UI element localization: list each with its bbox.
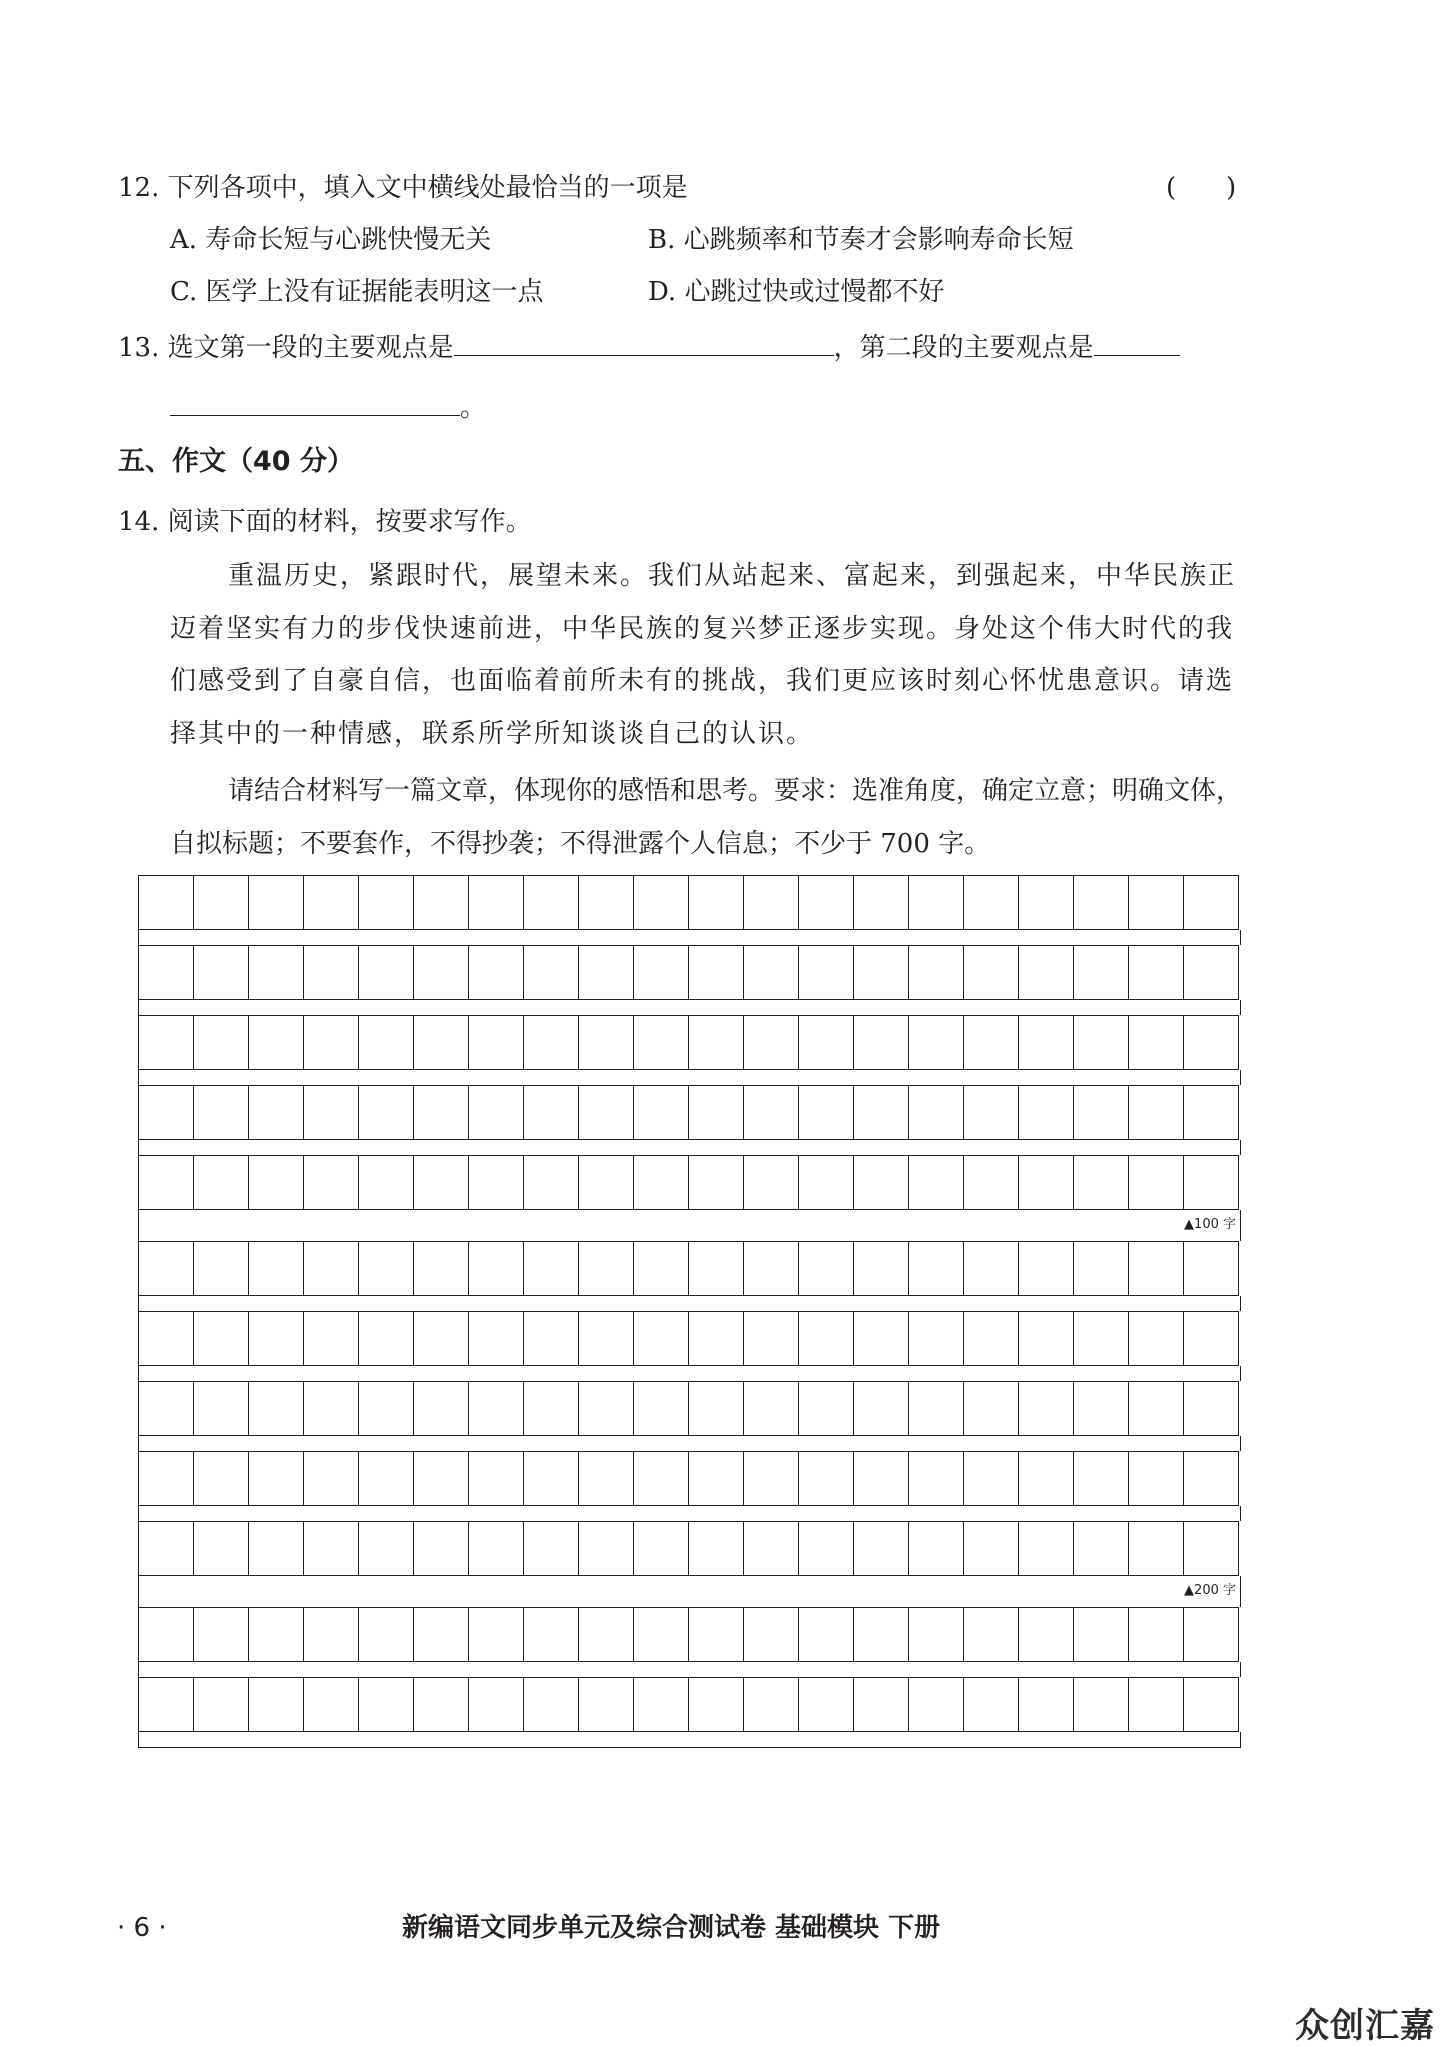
grid-cell[interactable] — [744, 1155, 799, 1210]
grid-cell[interactable] — [414, 1015, 469, 1070]
grid-cell[interactable] — [249, 875, 304, 930]
grid-cell[interactable] — [414, 945, 469, 1000]
grid-cell[interactable] — [139, 875, 194, 930]
grid-cell[interactable] — [964, 945, 1019, 1000]
grid-cell[interactable] — [524, 1677, 579, 1732]
grid-cell[interactable] — [634, 1521, 689, 1576]
grid-cell[interactable] — [469, 1521, 524, 1576]
grid-cell[interactable] — [1184, 1677, 1239, 1732]
grid-cell[interactable] — [359, 1677, 414, 1732]
grid-cell[interactable] — [854, 1451, 909, 1506]
grid-cell[interactable] — [579, 1451, 634, 1506]
grid-cell[interactable] — [414, 1521, 469, 1576]
grid-cell[interactable] — [1074, 1607, 1129, 1662]
grid-cell[interactable] — [1184, 1015, 1239, 1070]
grid-cell[interactable] — [469, 1381, 524, 1436]
answer-bracket: ( ) — [1166, 173, 1237, 203]
grid-cell[interactable] — [1074, 1241, 1129, 1296]
grid-cell[interactable] — [909, 945, 964, 1000]
grid-cell[interactable] — [799, 1451, 854, 1506]
grid-cell[interactable] — [1019, 875, 1074, 930]
grid-cell[interactable] — [634, 1451, 689, 1506]
grid-cell[interactable] — [1074, 1085, 1129, 1140]
grid-cell[interactable] — [304, 1155, 359, 1210]
grid-cell[interactable] — [1184, 1155, 1239, 1210]
grid-cell[interactable] — [744, 1607, 799, 1662]
grid-cell[interactable] — [1074, 1521, 1129, 1576]
grid-cell[interactable] — [854, 1015, 909, 1070]
grid-cell[interactable] — [249, 1155, 304, 1210]
answer-blank-1[interactable] — [454, 327, 834, 356]
option-c: C. 医学上没有证据能表明这一点 — [170, 277, 544, 307]
grid-cell[interactable] — [909, 1451, 964, 1506]
grid-cell[interactable] — [359, 1521, 414, 1576]
grid-cell[interactable] — [1074, 1015, 1129, 1070]
grid-gap — [138, 1296, 1241, 1311]
grid-cell[interactable] — [1074, 1677, 1129, 1732]
grid-cell[interactable] — [469, 1607, 524, 1662]
grid-cell[interactable] — [524, 1311, 579, 1366]
grid-cell[interactable] — [689, 1155, 744, 1210]
grid-cell[interactable] — [799, 1677, 854, 1732]
grid-cell[interactable] — [1074, 1311, 1129, 1366]
option-b: B. 心跳频率和节奏才会影响寿命长短 — [648, 225, 1074, 255]
grid-cell[interactable] — [689, 1451, 744, 1506]
grid-cell[interactable] — [194, 1085, 249, 1140]
grid-cell[interactable] — [1129, 1015, 1184, 1070]
grid-cell[interactable] — [194, 1155, 249, 1210]
grid-row — [138, 1451, 1241, 1506]
grid-cell[interactable] — [799, 1381, 854, 1436]
option-d: D. 心跳过快或过慢都不好 — [648, 277, 945, 307]
grid-gap — [138, 1070, 1241, 1085]
grid-cell[interactable] — [744, 1015, 799, 1070]
grid-row — [138, 1381, 1241, 1436]
grid-cell[interactable] — [799, 1241, 854, 1296]
grid-cell[interactable] — [1019, 1607, 1074, 1662]
grid-gap — [138, 1732, 1241, 1748]
grid-row — [138, 1015, 1241, 1070]
grid-gap — [138, 1140, 1241, 1155]
grid-cell[interactable] — [249, 1311, 304, 1366]
grid-cell[interactable] — [1019, 1521, 1074, 1576]
grid-cell[interactable] — [1019, 945, 1074, 1000]
grid-cell[interactable] — [469, 1155, 524, 1210]
grid-gap — [138, 1436, 1241, 1451]
grid-cell[interactable] — [1184, 1241, 1239, 1296]
grid-cell[interactable] — [304, 1241, 359, 1296]
grid-cell[interactable] — [194, 1521, 249, 1576]
grid-cell[interactable] — [359, 1015, 414, 1070]
grid-cell[interactable] — [1019, 1155, 1074, 1210]
grid-cell[interactable] — [304, 1451, 359, 1506]
grid-cell[interactable] — [194, 1311, 249, 1366]
grid-cell[interactable] — [359, 1311, 414, 1366]
writing-material: 重温历史，紧跟时代，展望未来。我们从站起来、富起来，到强起来，中华民族正迈着坚实有力的步伐快速前进，中华民族的复兴梦正逐步实现。身处这个伟大时代的我们感受到了自豪自信，也面临着前所未有的挑战，我们更应该时刻心怀忧患意识。请选择其中的一种情感，联系所学所知谈谈自己的认识。 — [170, 561, 1237, 749]
grid-cell[interactable] — [909, 1015, 964, 1070]
grid-row — [138, 1677, 1241, 1732]
grid-cell[interactable] — [139, 1677, 194, 1732]
grid-cell[interactable] — [1074, 875, 1129, 930]
grid-cell[interactable] — [249, 1607, 304, 1662]
grid-cell[interactable] — [634, 1155, 689, 1210]
grid-cell[interactable] — [1019, 1085, 1074, 1140]
grid-cell[interactable] — [689, 1311, 744, 1366]
grid-cell[interactable] — [469, 1451, 524, 1506]
grid-cell[interactable] — [1074, 1155, 1129, 1210]
grid-cell[interactable] — [909, 1521, 964, 1576]
grid-cell[interactable] — [744, 875, 799, 930]
grid-cell[interactable] — [194, 1241, 249, 1296]
grid-cell[interactable] — [909, 1155, 964, 1210]
grid-cell[interactable] — [909, 1311, 964, 1366]
grid-cell[interactable] — [139, 1451, 194, 1506]
grid-cell[interactable] — [1184, 1311, 1239, 1366]
grid-cell[interactable] — [689, 945, 744, 1000]
grid-cell[interactable] — [304, 1085, 359, 1140]
grid-cell[interactable] — [469, 875, 524, 930]
grid-cell[interactable] — [1184, 1085, 1239, 1140]
grid-cell[interactable] — [854, 1241, 909, 1296]
grid-cell[interactable] — [414, 1607, 469, 1662]
grid-cell[interactable] — [799, 1607, 854, 1662]
grid-cell[interactable] — [414, 1241, 469, 1296]
grid-cell[interactable] — [249, 1381, 304, 1436]
grid-cell[interactable] — [964, 875, 1019, 930]
grid-cell[interactable] — [799, 945, 854, 1000]
grid-cell[interactable] — [469, 1241, 524, 1296]
grid-cell[interactable] — [1129, 875, 1184, 930]
grid-cell[interactable] — [139, 1015, 194, 1070]
grid-cell[interactable] — [634, 1015, 689, 1070]
grid-cell[interactable] — [194, 1607, 249, 1662]
grid-cell[interactable] — [579, 1607, 634, 1662]
grid-cell[interactable] — [964, 1015, 1019, 1070]
grid-cell[interactable] — [139, 1085, 194, 1140]
grid-cell[interactable] — [854, 1381, 909, 1436]
grid-cell[interactable] — [1129, 1311, 1184, 1366]
grid-gap — [138, 1000, 1241, 1015]
answer-blank-2[interactable] — [1094, 327, 1180, 356]
grid-cell[interactable] — [909, 1607, 964, 1662]
grid-cell[interactable] — [524, 945, 579, 1000]
grid-cell[interactable] — [194, 1015, 249, 1070]
grid-cell[interactable] — [964, 1677, 1019, 1732]
grid-cell[interactable] — [1074, 1451, 1129, 1506]
section-title: 五、作文（40 分） — [118, 446, 354, 477]
answer-blank-2-cont[interactable] — [170, 387, 460, 416]
grid-cell[interactable] — [1019, 1311, 1074, 1366]
grid-cell[interactable] — [249, 1015, 304, 1070]
grid-cell[interactable] — [249, 945, 304, 1000]
grid-cell[interactable] — [1019, 1451, 1074, 1506]
grid-cell[interactable] — [689, 1381, 744, 1436]
grid-cell[interactable] — [1184, 1451, 1239, 1506]
grid-cell[interactable] — [964, 1155, 1019, 1210]
grid-cell[interactable] — [744, 945, 799, 1000]
watermark-logo: 众创汇嘉 — [1295, 2006, 1435, 2046]
grid-cell[interactable] — [854, 1085, 909, 1140]
grid-cell[interactable] — [689, 1085, 744, 1140]
grid-cell[interactable] — [1129, 1451, 1184, 1506]
grid-cell[interactable] — [194, 1381, 249, 1436]
grid-cell[interactable] — [1129, 1521, 1184, 1576]
grid-cell[interactable] — [854, 1677, 909, 1732]
grid-cell[interactable] — [964, 1085, 1019, 1140]
grid-cell[interactable] — [1129, 1677, 1184, 1732]
grid-cell[interactable] — [524, 1451, 579, 1506]
grid-cell[interactable] — [194, 875, 249, 930]
grid-cell[interactable] — [1184, 1521, 1239, 1576]
grid-cell[interactable] — [524, 1085, 579, 1140]
grid-row — [138, 1311, 1241, 1366]
grid-cell[interactable] — [854, 945, 909, 1000]
grid-gap — [138, 1662, 1241, 1677]
grid-cell[interactable] — [1019, 1015, 1074, 1070]
grid-cell[interactable] — [414, 1451, 469, 1506]
grid-cell[interactable] — [414, 1677, 469, 1732]
grid-gap-marker — [138, 1210, 1241, 1241]
grid-cell[interactable] — [249, 1521, 304, 1576]
grid-cell[interactable] — [744, 1677, 799, 1732]
grid-cell[interactable] — [579, 1085, 634, 1140]
grid-cell[interactable] — [964, 1521, 1019, 1576]
grid-gap — [138, 1506, 1241, 1521]
grid-row — [138, 1085, 1241, 1140]
grid-cell[interactable] — [854, 1521, 909, 1576]
grid-cell[interactable] — [799, 1311, 854, 1366]
grid-cell[interactable] — [854, 1607, 909, 1662]
grid-cell[interactable] — [579, 1015, 634, 1070]
grid-cell[interactable] — [854, 1155, 909, 1210]
grid-cell[interactable] — [524, 1521, 579, 1576]
grid-gap — [138, 930, 1241, 945]
grid-cell[interactable] — [304, 1677, 359, 1732]
grid-cell[interactable] — [634, 1311, 689, 1366]
grid-cell[interactable] — [249, 1085, 304, 1140]
grid-cell[interactable] — [414, 875, 469, 930]
grid-cell[interactable] — [1129, 1155, 1184, 1210]
question-13-end: 。 — [460, 393, 487, 423]
grid-cell[interactable] — [414, 1155, 469, 1210]
grid-cell[interactable] — [359, 875, 414, 930]
grid-cell[interactable] — [1019, 1677, 1074, 1732]
grid-cell[interactable] — [249, 1677, 304, 1732]
grid-cell[interactable] — [524, 1155, 579, 1210]
grid-cell[interactable] — [909, 1085, 964, 1140]
grid-cell[interactable] — [634, 1607, 689, 1662]
grid-cell[interactable] — [469, 1677, 524, 1732]
grid-cell[interactable] — [1129, 1241, 1184, 1296]
grid-cell[interactable] — [139, 1311, 194, 1366]
grid-cell[interactable] — [304, 1311, 359, 1366]
grid-cell[interactable] — [359, 1155, 414, 1210]
grid-cell[interactable] — [579, 1311, 634, 1366]
question-13-line2 — [170, 387, 486, 426]
grid-cell[interactable] — [634, 1085, 689, 1140]
writing-grid[interactable] — [138, 875, 1241, 1748]
grid-cell[interactable] — [744, 1521, 799, 1576]
grid-cell[interactable] — [359, 1085, 414, 1140]
grid-cell[interactable] — [1129, 1381, 1184, 1436]
grid-cell[interactable] — [634, 875, 689, 930]
grid-cell[interactable] — [799, 1521, 854, 1576]
grid-cell[interactable] — [634, 1677, 689, 1732]
grid-cell[interactable] — [799, 1015, 854, 1070]
grid-cell[interactable] — [909, 1381, 964, 1436]
grid-cell[interactable] — [524, 1241, 579, 1296]
grid-cell[interactable] — [1074, 1381, 1129, 1436]
grid-row — [138, 875, 1241, 930]
grid-cell[interactable] — [469, 945, 524, 1000]
question-13 — [118, 327, 1180, 366]
grid-cell[interactable] — [304, 1381, 359, 1436]
grid-cell[interactable] — [139, 1241, 194, 1296]
grid-cell[interactable] — [359, 945, 414, 1000]
grid-cell[interactable] — [579, 1155, 634, 1210]
grid-cell[interactable] — [1129, 1607, 1184, 1662]
grid-cell[interactable] — [579, 1677, 634, 1732]
grid-cell[interactable] — [469, 1015, 524, 1070]
grid-cell[interactable] — [689, 1015, 744, 1070]
grid-cell[interactable] — [469, 1311, 524, 1366]
grid-cell[interactable] — [194, 945, 249, 1000]
grid-cell[interactable] — [634, 1241, 689, 1296]
grid-cell[interactable] — [1129, 1085, 1184, 1140]
grid-cell[interactable] — [964, 1241, 1019, 1296]
grid-cell[interactable] — [414, 1085, 469, 1140]
grid-cell[interactable] — [414, 1381, 469, 1436]
grid-cell[interactable] — [579, 945, 634, 1000]
grid-cell[interactable] — [689, 1607, 744, 1662]
grid-cell[interactable] — [194, 1451, 249, 1506]
grid-cell[interactable] — [1074, 945, 1129, 1000]
grid-cell[interactable] — [414, 1311, 469, 1366]
grid-cell[interactable] — [1184, 1381, 1239, 1436]
grid-cell[interactable] — [524, 875, 579, 930]
grid-row — [138, 945, 1241, 1000]
grid-gap — [138, 1366, 1241, 1381]
word-count-marker: ▲200 字 — [1184, 1583, 1236, 1598]
grid-cell[interactable] — [964, 1451, 1019, 1506]
grid-cell[interactable] — [634, 945, 689, 1000]
option-a: A. 寿命长短与心跳快慢无关 — [170, 225, 492, 255]
grid-cell[interactable] — [799, 1085, 854, 1140]
grid-cell[interactable] — [909, 875, 964, 930]
word-count-marker: ▲100 字 — [1184, 1217, 1236, 1232]
question-13-part2: ，第二段的主要观点是 — [833, 333, 1094, 363]
grid-cell[interactable] — [359, 1381, 414, 1436]
grid-row — [138, 1241, 1241, 1296]
grid-cell[interactable] — [579, 1521, 634, 1576]
grid-row — [138, 1155, 1241, 1210]
grid-cell[interactable] — [359, 1451, 414, 1506]
grid-cell[interactable] — [799, 875, 854, 930]
grid-cell[interactable] — [139, 1155, 194, 1210]
grid-cell[interactable] — [579, 875, 634, 930]
book-title: 新编语文同步单元及综合测试卷 基础模块 下册 — [402, 1913, 941, 1943]
grid-cell[interactable] — [964, 1381, 1019, 1436]
grid-cell[interactable] — [744, 1311, 799, 1366]
grid-cell[interactable] — [689, 1241, 744, 1296]
grid-cell[interactable] — [634, 1381, 689, 1436]
grid-cell[interactable] — [194, 1677, 249, 1732]
grid-cell[interactable] — [1129, 945, 1184, 1000]
grid-cell[interactable] — [304, 945, 359, 1000]
grid-cell[interactable] — [964, 1311, 1019, 1366]
grid-cell[interactable] — [744, 1085, 799, 1140]
grid-cell[interactable] — [799, 1155, 854, 1210]
grid-cell[interactable] — [304, 1607, 359, 1662]
grid-cell[interactable] — [909, 1677, 964, 1732]
grid-cell[interactable] — [854, 875, 909, 930]
grid-cell[interactable] — [744, 1451, 799, 1506]
grid-cell[interactable] — [689, 1677, 744, 1732]
grid-row — [138, 1607, 1241, 1662]
grid-cell[interactable] — [469, 1085, 524, 1140]
grid-cell[interactable] — [1019, 1381, 1074, 1436]
grid-cell[interactable] — [689, 1521, 744, 1576]
grid-cell[interactable] — [964, 1607, 1019, 1662]
grid-cell[interactable] — [579, 1381, 634, 1436]
grid-cell[interactable] — [304, 1015, 359, 1070]
grid-cell[interactable] — [1019, 1241, 1074, 1296]
grid-cell[interactable] — [304, 875, 359, 930]
grid-cell[interactable] — [1184, 875, 1239, 930]
question-13-part1: 13. 选文第一段的主要观点是 — [118, 333, 454, 363]
grid-cell[interactable] — [139, 1607, 194, 1662]
grid-cell[interactable] — [524, 1381, 579, 1436]
grid-cell[interactable] — [139, 1521, 194, 1576]
grid-cell[interactable] — [744, 1381, 799, 1436]
grid-cell[interactable] — [854, 1311, 909, 1366]
grid-cell[interactable] — [524, 1607, 579, 1662]
grid-cell[interactable] — [579, 1241, 634, 1296]
writing-requirement: 请结合材料写一篇文章，体现你的感悟和思考。要求：选准角度，确定立意；明确文体，自拟标题；不要套作，不得抄袭；不得泄露个人信息；不少于 700 字。 — [170, 776, 1243, 859]
grid-cell[interactable] — [304, 1521, 359, 1576]
grid-cell[interactable] — [1184, 1607, 1239, 1662]
grid-cell[interactable] — [744, 1241, 799, 1296]
grid-cell[interactable] — [139, 1381, 194, 1436]
grid-cell[interactable] — [909, 1241, 964, 1296]
grid-cell[interactable] — [689, 875, 744, 930]
grid-row — [138, 1521, 1241, 1576]
grid-cell[interactable] — [249, 1451, 304, 1506]
grid-cell[interactable] — [249, 1241, 304, 1296]
grid-cell[interactable] — [524, 1015, 579, 1070]
grid-cell[interactable] — [359, 1607, 414, 1662]
grid-cell[interactable] — [1184, 945, 1239, 1000]
page-number: · 6 · — [117, 1913, 167, 1943]
question-14-stem: 14. 阅读下面的材料，按要求写作。 — [118, 507, 532, 537]
grid-gap-marker — [138, 1576, 1241, 1607]
question-12-stem: 12. 下列各项中，填入文中横线处最恰当的一项是 — [118, 173, 688, 203]
grid-cell[interactable] — [139, 945, 194, 1000]
grid-cell[interactable] — [359, 1241, 414, 1296]
